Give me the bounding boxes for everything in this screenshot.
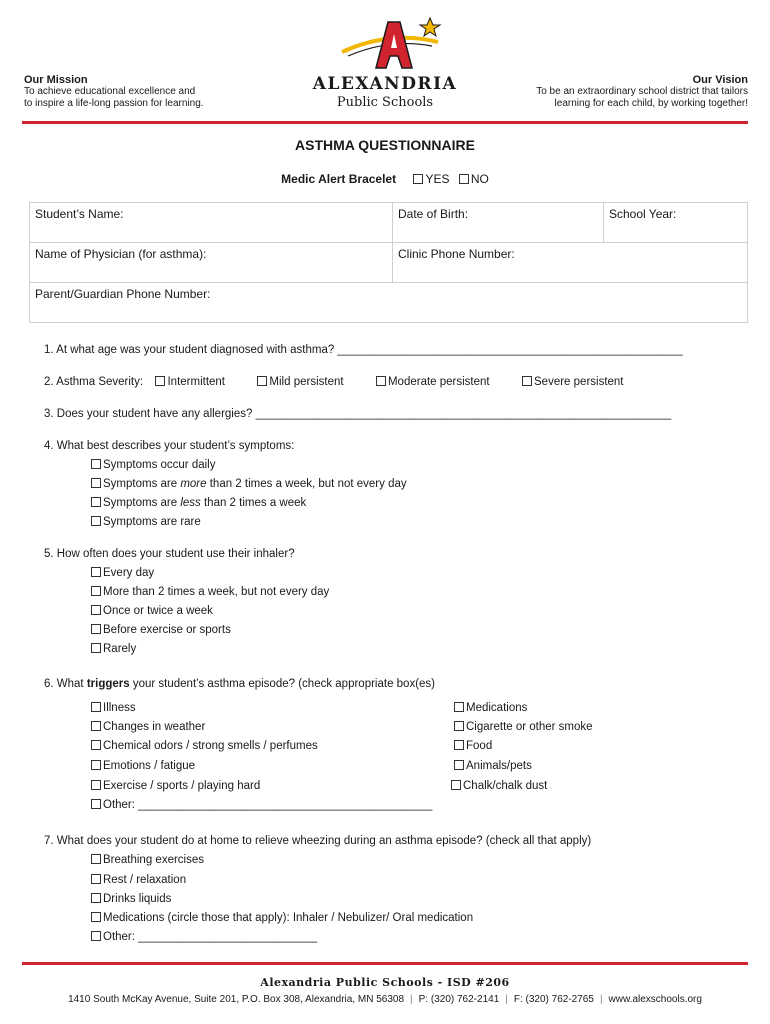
q7-checkbox[interactable] [91,893,101,903]
q7-other-option: Other: ____________________________ [91,930,317,944]
district-name: ALEXANDRIA [312,74,458,94]
mission-title: Our Mission [24,74,88,86]
medic-alert-label: Medic Alert Bracelet [281,172,397,186]
q5-option: More than 2 times a week, but not every day [91,585,329,599]
q6-checkbox[interactable] [454,702,464,712]
question-5: 5. How often does your student use their inhaler? [44,548,295,560]
question-3: 3. Does your student have any allergies? _________________________________________________________________ [44,408,672,420]
vision-block [498,74,748,110]
question-7: 7. What does your student do at home to relieve wheezing during an asthma episode? (check all that apply) [44,835,592,847]
header-divider [22,121,748,124]
mission-block [24,74,264,110]
q7-option: Drinks liquids [91,892,171,906]
q6-checkbox[interactable] [454,721,464,731]
footer-divider [22,962,748,965]
mission-line-2: to inspire a life-long passion for learning. [24,98,204,109]
dob-field[interactable] [393,203,604,243]
q4-option: Symptoms occur daily [91,458,215,472]
q4-checkbox[interactable] [91,516,101,526]
q4-option: Symptoms are less than 2 times a week [91,496,306,510]
q5-option: Rarely [91,642,136,656]
question-6: 6. What triggers your student’s asthma episode? (check appropriate box(es) [44,678,436,690]
q5-checkbox[interactable] [91,605,101,615]
guardian-phone-label: Parent/Guardian Phone Number: [35,287,211,301]
q6-option: Emotions / fatigue [91,759,195,773]
q5-option: Once or twice a week [91,604,213,618]
footer-address-line: 1410 South McKay Avenue, Suite 201, P.O. Box 308, Alexandria, MN 56308 | P: (320) 762-2141 | F: (320) 762-2765 | www.alexschools.org [68,994,702,1005]
guardian-phone-field[interactable] [30,283,748,323]
q4-checkbox[interactable] [91,478,101,488]
footer-address: 1410 South McKay Avenue, Suite 201, P.O. Box 308, Alexandria, MN 56308 [68,994,405,1005]
footer-fax: F: (320) 762-2765 [513,994,594,1005]
district-brand [270,74,500,110]
q5-option: Every day [91,566,154,580]
q5-option: Before exercise or sports [91,623,231,637]
vision-title: Our Vision [692,74,748,86]
q7-option: Breathing exercises [91,853,204,867]
footer-phone: P: (320) 762-2141 [418,994,500,1005]
footer-website-link[interactable]: www.alexschools.org [608,994,702,1005]
q6-checkbox[interactable] [91,702,101,712]
question-2-label: 2. Asthma Severity: [44,376,144,388]
q6-option: Medications [454,701,527,715]
q6-option: Food [454,739,492,753]
school-year-field[interactable] [604,203,748,243]
medic-yes-label: YES [425,172,450,186]
q6-option: Changes in weather [91,720,205,734]
q6-checkbox[interactable] [91,799,101,809]
severity-option: Intermittent [167,376,226,388]
physician-label: Name of Physician (for asthma): [35,247,207,261]
vision-line-1: To be an extraordinary school district that tailors [536,86,748,97]
q4-option: Symptoms are more than 2 times a week, but not every day [91,477,407,491]
q6-option: Cigarette or other smoke [454,720,593,734]
q6-option: Chemical odors / strong smells / perfumes [91,739,318,753]
q6-checkbox[interactable] [454,740,464,750]
mission-line-1: To achieve educational excellence and [24,86,196,97]
q7-option: Rest / relaxation [91,873,186,887]
q5-checkbox[interactable] [91,643,101,653]
severity-option: Mild persistent [269,376,344,388]
form-title: ASTHMA QUESTIONNAIRE [295,137,475,153]
severity-option: Moderate persistent [387,376,490,388]
severity-moderate-checkbox[interactable] [376,376,386,386]
q6-other-option: Other: ______________________________________________ [91,798,432,812]
q7-checkbox[interactable] [91,874,101,884]
district-logo-icon [330,12,450,70]
q6-checkbox[interactable] [91,721,101,731]
q6-option: Illness [91,701,136,715]
q7-checkbox[interactable] [91,854,101,864]
q6-option: Exercise / sports / playing hard [91,779,260,793]
question-2 [44,375,624,389]
school-year-label: School Year: [609,207,677,221]
dob-label: Date of Birth: [398,207,469,221]
medic-alert-row [0,172,770,186]
severity-mild-checkbox[interactable] [257,376,267,386]
q5-checkbox[interactable] [91,567,101,577]
severity-intermittent-checkbox[interactable] [155,376,165,386]
q4-checkbox[interactable] [91,497,101,507]
severity-severe-checkbox[interactable] [522,376,532,386]
q5-checkbox[interactable] [91,586,101,596]
medic-yes-checkbox[interactable] [413,174,423,184]
severity-option: Severe persistent [534,376,624,388]
q6-option: Animals/pets [454,759,532,773]
q7-option: Medications (circle those that apply): Inhaler / Nebulizer/ Oral medication [91,911,473,925]
medic-no-checkbox[interactable] [459,174,469,184]
student-name-field[interactable] [30,203,393,243]
vision-line-2: learning for each child, by working together! [554,98,748,109]
clinic-phone-label: Clinic Phone Number: [398,247,515,261]
q7-checkbox[interactable] [91,931,101,941]
q6-option: Chalk/chalk dust [451,779,547,793]
q7-checkbox[interactable] [91,912,101,922]
question-1: 1. At what age was your student diagnosed with asthma? ______________________________________________________ [44,344,683,356]
clinic-phone-field[interactable] [393,243,748,283]
q6-checkbox[interactable] [451,780,461,790]
medic-no-label: NO [470,172,489,186]
q6-checkbox[interactable] [91,760,101,770]
q4-option: Symptoms are rare [91,515,201,529]
q5-checkbox[interactable] [91,624,101,634]
question-4: 4. What best describes your student’s symptoms: [44,440,295,452]
q6-checkbox[interactable] [454,760,464,770]
student-name-label: Student’s Name: [35,207,124,221]
physician-field[interactable] [30,243,393,283]
district-subtitle: Public Schools [336,95,434,110]
q6-checkbox[interactable] [91,740,101,750]
footer-title: Alexandria Public Schools - ISD #206 [260,976,510,989]
student-info-table [29,202,748,323]
q6-checkbox[interactable] [91,780,101,790]
q4-checkbox[interactable] [91,459,101,469]
